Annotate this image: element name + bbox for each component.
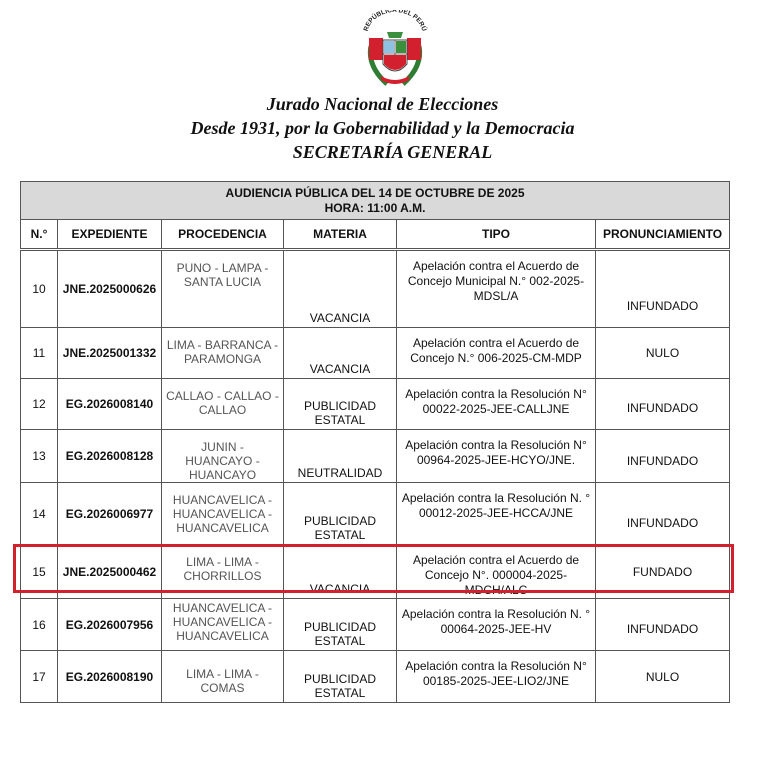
- col-header-num: N.°: [21, 220, 58, 249]
- table-row: [21, 651, 730, 703]
- case-type: Apelación contra la Resolución N° 00964-2025-JEE-HCYO/JNE.: [397, 430, 596, 483]
- case-type: Apelación contra el Acuerdo de Concejo N.° 006-2025-CM-MDP: [397, 328, 596, 379]
- case-subject: PUBLICIDAD ESTATAL: [284, 599, 397, 651]
- case-ruling: NULO: [596, 651, 730, 703]
- case-type: Apelación contra la Resolución N. ° 00012-2025-JEE-HCCA/JNE: [397, 483, 596, 545]
- row-number: 14: [21, 483, 58, 545]
- cases-table: [20, 250, 730, 703]
- case-file: EG.2026007956: [58, 599, 162, 651]
- table-row: [21, 430, 730, 483]
- case-subject: PUBLICIDAD ESTATAL: [284, 379, 397, 430]
- case-ruling: INFUNDADO: [596, 430, 730, 483]
- col-header-tipo: TIPO: [397, 220, 596, 249]
- case-ruling: INFUNDADO: [596, 599, 730, 651]
- peru-coat-of-arms: [357, 10, 433, 90]
- case-file: JNE.2025000626: [58, 251, 162, 328]
- table-row: [21, 251, 730, 328]
- hearing-banner: [21, 182, 730, 220]
- case-type: Apelación contra el Acuerdo de Concejo Municipal N.° 002-2025-MDSL/A: [397, 251, 596, 328]
- table-row: [21, 328, 730, 379]
- col-header-materia: MATERIA: [284, 220, 397, 249]
- row-number: 17: [21, 651, 58, 703]
- case-origin: JUNIN - HUANCAYO - HUANCAYO: [162, 430, 284, 483]
- case-file: JNE.2025001332: [58, 328, 162, 379]
- case-subject: VACANCIA: [284, 328, 397, 379]
- row-number: 15: [21, 545, 58, 599]
- row-number: 10: [21, 251, 58, 328]
- case-type: Apelación contra la Resolución N° 00022-2025-JEE-CALLJNE: [397, 379, 596, 430]
- case-origin: HUANCAVELICA - HUANCAVELICA - HUANCAVELICA: [162, 483, 284, 545]
- case-ruling: NULO: [596, 328, 730, 379]
- case-origin: PUNO - LAMPA - SANTA LUCIA: [162, 251, 284, 328]
- case-file: EG.2026008128: [58, 430, 162, 483]
- case-file: JNE.2025000462: [58, 545, 162, 599]
- table-row: [21, 483, 730, 545]
- row-number: 13: [21, 430, 58, 483]
- case-origin: CALLAO - CALLAO - CALLAO: [162, 379, 284, 430]
- case-ruling: FUNDADO: [596, 545, 730, 599]
- col-header-pronunciamiento: PRONUNCIAMIENTO: [596, 220, 730, 249]
- case-file: EG.2026008140: [58, 379, 162, 430]
- row-number: 11: [21, 328, 58, 379]
- row-number: 12: [21, 379, 58, 430]
- case-origin: HUANCAVELICA - HUANCAVELICA - HUANCAVELICA: [162, 599, 284, 651]
- case-subject: VACANCIA: [284, 251, 397, 328]
- institution-name: Jurado Nacional de Elecciones: [266, 94, 499, 114]
- case-ruling: INFUNDADO: [596, 483, 730, 545]
- case-type: Apelación contra el Acuerdo de Concejo N°. 000004-2025-MDCH/ALC: [397, 545, 596, 599]
- case-subject: NEUTRALIDAD: [284, 430, 397, 483]
- case-file: EG.2026008190: [58, 651, 162, 703]
- table-row-highlighted: [21, 545, 730, 599]
- case-ruling: INFUNDADO: [596, 251, 730, 328]
- svg-text:REPÚBLICA DEL PERÚ: [363, 10, 430, 32]
- case-origin: LIMA - LIMA - CHORRILLOS: [162, 545, 284, 599]
- case-type: Apelación contra la Resolución N. ° 00064-2025-JEE-HV: [397, 599, 596, 651]
- case-subject: VACANCIA: [284, 545, 397, 599]
- hearing-title: AUDIENCIA PÚBLICA DEL 14 DE OCTUBRE DE 2025: [225, 185, 525, 200]
- case-origin: LIMA - LIMA - COMAS: [162, 651, 284, 703]
- case-file: EG.2026006977: [58, 483, 162, 545]
- hearing-time: HORA: 11:00 A.M.: [324, 200, 426, 215]
- case-subject: PUBLICIDAD ESTATAL: [284, 651, 397, 703]
- table-row: [21, 379, 730, 430]
- case-type: Apelación contra la Resolución N° 00185-2025-JEE-LIO2/JNE: [397, 651, 596, 703]
- institution-motto: Desde 1931, por la Gobernabilidad y la Democracia: [190, 118, 575, 138]
- case-ruling: INFUNDADO: [596, 379, 730, 430]
- col-header-procedencia: PROCEDENCIA: [162, 220, 284, 249]
- case-subject: PUBLICIDAD ESTATAL: [284, 483, 397, 545]
- case-origin: LIMA - BARRANCA - PARAMONGA: [162, 328, 284, 379]
- table-row: [21, 599, 730, 651]
- seal-text: REPÚBLICA DEL PERÚ: [362, 10, 428, 33]
- row-number: 16: [21, 599, 58, 651]
- col-header-expediente: EXPEDIENTE: [58, 220, 162, 249]
- hearing-header-table: [20, 181, 730, 249]
- office-name: SECRETARÍA GENERAL: [292, 142, 493, 162]
